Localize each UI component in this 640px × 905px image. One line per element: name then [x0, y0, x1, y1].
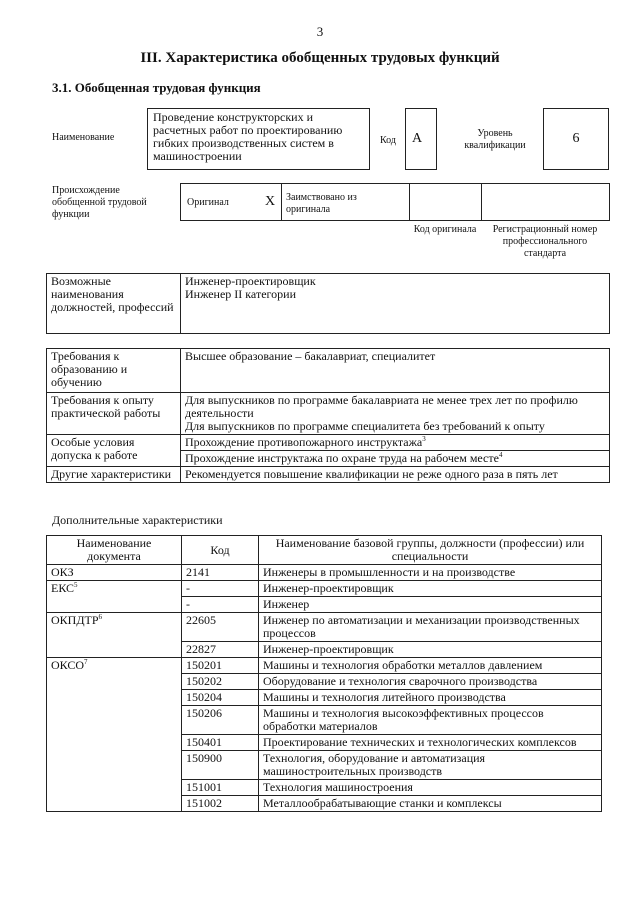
doc-cell: ОКЗ	[47, 565, 182, 581]
code-cell: 22827	[182, 642, 259, 658]
page-number: 3	[316, 24, 324, 39]
code-cell: 150206	[182, 706, 259, 735]
doc-cell: ОКСО$^7$	[47, 658, 182, 812]
doc-cell: ЕКС$^5$	[47, 581, 182, 613]
req-value	[181, 435, 610, 467]
original-label: Оригинал	[187, 197, 229, 208]
req-line: Для выпускников по программе бакалавриата не менее трех лет по профилю деятельности	[185, 393, 578, 420]
reg-number-label: Регистрационный номер профессионального стандарта	[492, 224, 598, 259]
code-cell: 151002	[182, 796, 259, 812]
divider	[281, 184, 282, 220]
title-cell: Оборудование и технология сварочного производства	[259, 674, 602, 690]
divider	[409, 184, 410, 220]
table-row	[47, 565, 602, 581]
origin-label: Происхождение обобщенной трудовой функции	[52, 185, 147, 220]
code-cell: 2141	[182, 565, 259, 581]
original-mark: Х	[265, 194, 276, 209]
title-cell: Машины и технология литейного производства	[259, 690, 602, 706]
req-line: Для выпускников по программе специалитета без требований к опыту	[185, 419, 545, 433]
title-cell: Машины и технология высокоэффективных процессов обработки материалов	[259, 706, 602, 735]
req-line: Прохождение инструктажа по охране труда на рабочем месте$^4$	[185, 451, 503, 465]
req-label: Требования к образованию и обучению	[47, 349, 181, 393]
table-row	[47, 613, 602, 642]
title-cell: Инженер по автоматизации и механизации производственных процессов	[259, 613, 602, 642]
name-label: Наименование	[52, 132, 115, 143]
title-cell: Инженер	[259, 597, 602, 613]
title-cell: Технология машиностроения	[259, 780, 602, 796]
code-value: А	[405, 108, 437, 170]
title-cell: Проектирование технических и технологических комплексов	[259, 735, 602, 751]
title-cell: Инженеры в промышленности и на производстве	[259, 565, 602, 581]
code-cell: -	[182, 581, 259, 597]
divider	[481, 184, 482, 220]
req-label: Требования к опыту практической работы	[47, 393, 181, 435]
additional-table	[46, 535, 602, 812]
positions-table	[46, 273, 610, 334]
req-label: Особые условия допуска к работе	[47, 435, 181, 467]
req-value: Рекомендуется повышение квалификации не реже одного раза в пять лет	[181, 467, 610, 483]
code-cell: -	[182, 597, 259, 613]
positions-label: Возможные наименования должностей, профессий	[47, 274, 181, 334]
code-cell: 151001	[182, 780, 259, 796]
additional-title: Дополнительные характеристики	[52, 513, 223, 527]
header-name: Наименование базовой группы, должности (профессии) или специальности	[259, 536, 602, 565]
subsection-title: 3.1. Обобщенная трудовая функция	[52, 80, 261, 95]
code-cell: 22605	[182, 613, 259, 642]
doc-cell: ОКПДТР$^6$	[47, 613, 182, 658]
header-doc: Наименование документа	[47, 536, 182, 565]
code-label: Код	[380, 135, 396, 146]
table-row	[47, 581, 602, 597]
title-cell: Металлообрабатывающие станки и комплексы	[259, 796, 602, 812]
table-row	[47, 658, 602, 674]
code-original-label: Код оригинала	[413, 224, 477, 235]
origin-box	[180, 183, 610, 221]
positions-values	[181, 274, 610, 334]
req-line: Прохождение противопожарного инструктажа$^3$	[181, 435, 609, 451]
requirements-table	[46, 348, 610, 483]
level-label: Уровень квалификации	[464, 128, 526, 151]
section-title: III. Характеристика обобщенных трудовых функций	[140, 50, 500, 66]
level-value: 6	[543, 108, 609, 170]
position-item: Инженер II категории	[185, 287, 296, 301]
code-cell: 150900	[182, 751, 259, 780]
position-item: Инженер-проектировщик	[185, 274, 316, 288]
code-cell: 150201	[182, 658, 259, 674]
code-cell: 150202	[182, 674, 259, 690]
req-label: Другие характеристики	[47, 467, 181, 483]
title-cell: Машины и технология обработки металлов давлением	[259, 658, 602, 674]
title-cell: Инженер-проектировщик	[259, 642, 602, 658]
req-value	[181, 393, 610, 435]
title-cell: Инженер-проектировщик	[259, 581, 602, 597]
req-value: Высшее образование – бакалавриат, специалитет	[181, 349, 610, 393]
function-name: Проведение конструкторских и расчетных работ по проектированию гибких производственных систем в машиностроении	[147, 108, 370, 170]
title-cell: Технология, оборудование и автоматизация машиностроительных производств	[259, 751, 602, 780]
header-code: Код	[182, 536, 259, 565]
code-cell: 150401	[182, 735, 259, 751]
borrowed-label: Заимствовано из оригинала	[286, 192, 357, 215]
code-cell: 150204	[182, 690, 259, 706]
